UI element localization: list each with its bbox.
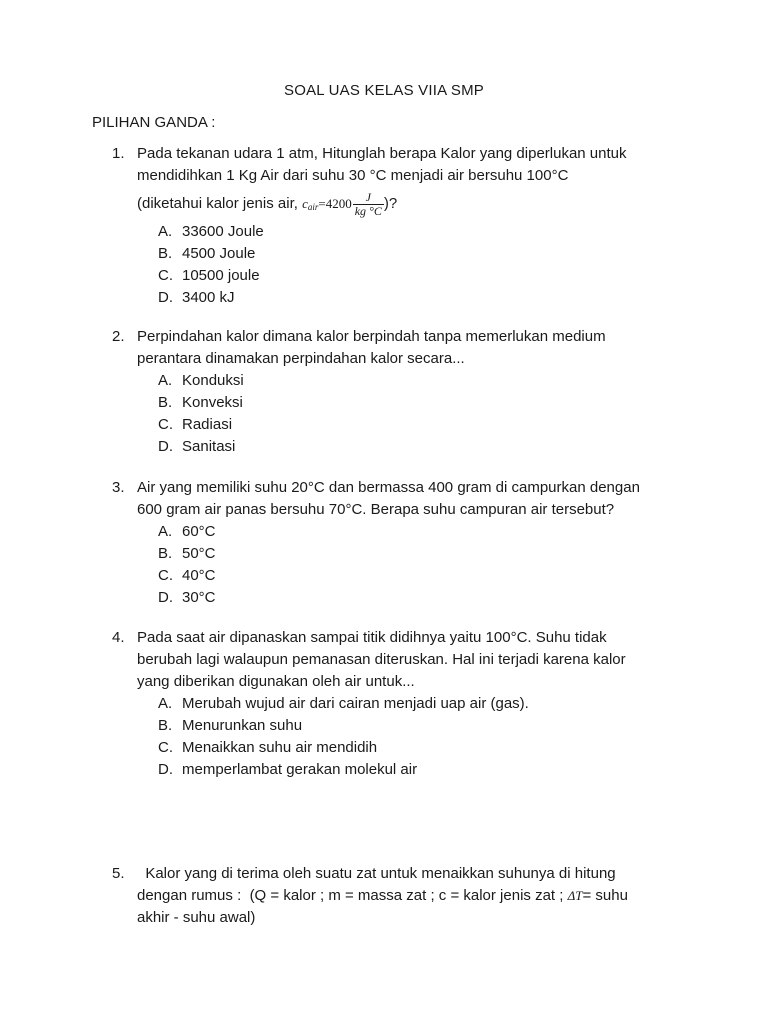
option-c[interactable]: C. 10500 joule bbox=[158, 267, 260, 284]
formula-line: dengan rumus : (Q = kalor ; m = massa zat ; c = kalor jenis zat ; ΔT= suhu bbox=[137, 887, 628, 904]
symbol-c: c bbox=[302, 196, 308, 211]
option-a[interactable]: A. 60°C bbox=[158, 523, 216, 540]
option-d[interactable]: D. Sanitasi bbox=[158, 438, 236, 455]
question-text: Pada saat air dipanaskan sampai titik didihnya yaitu 100°C. Suhu tidak berubah lagi walaupun pemanasan diteruskan. Hal ini terjadi karena kalor yang diberikan digunakan oleh air untuk... bbox=[137, 629, 626, 690]
question-4 bbox=[112, 627, 682, 781]
question-number: 5. bbox=[112, 865, 125, 882]
option-d[interactable]: D. memperlambat gerakan molekul air bbox=[158, 761, 418, 778]
option-a[interactable]: A. 33600 Joule bbox=[158, 223, 264, 240]
question-text: Kalor yang di terima oleh suatu zat untuk menaikkan suhunya di hitung dengan rumus : (Q = kalor ; m = massa zat ; c = kalor jenis zat ; ΔT= suhu akhir - suhu awal) bbox=[137, 863, 682, 929]
option-c[interactable]: C. Radiasi bbox=[158, 416, 233, 433]
option-a[interactable]: A. Merubah wujud air dari cairan menjadi uap air (gas). bbox=[158, 695, 529, 712]
answer-options bbox=[158, 221, 682, 309]
question-text: Pada tekanan udara 1 atm, Hitunglah berapa Kalor yang diperlukan untuk mendidihkan 1 Kg Air dari suhu 30 °C menjadi air bersuhu 100°C (diketahui kalor jenis air, $c_{air}=4200$ $\frac{J}{kg ^\circ C}$ )? bbox=[137, 143, 682, 221]
delta-t-symbol: ΔT bbox=[567, 888, 583, 903]
unit-fraction: $\frac{J}{kg ^\circ C}$ bbox=[354, 189, 382, 218]
answer-options bbox=[158, 693, 682, 781]
answer-options bbox=[158, 521, 682, 609]
question-number: 4. bbox=[112, 629, 125, 646]
question-text: Air yang memiliki suhu 20°C dan bermassa 400 gram di campurkan dengan 600 gram air panas bersuhu 70°C. Berapa suhu campuran air tersebut? bbox=[137, 479, 640, 518]
option-d[interactable]: D. 3400 kJ bbox=[158, 289, 235, 306]
option-b[interactable]: B. 4500 Joule bbox=[158, 245, 256, 262]
option-d[interactable]: D. 30°C bbox=[158, 589, 216, 606]
option-b[interactable]: B. Menurunkan suhu bbox=[158, 717, 303, 734]
section-heading: PILIHAN GANDA : bbox=[92, 114, 216, 131]
question-5 bbox=[112, 863, 682, 929]
question-2 bbox=[112, 326, 682, 458]
option-a[interactable]: A. Konduksi bbox=[158, 372, 244, 389]
question-text: Perpindahan kalor dimana kalor berpindah tanpa memerlukan medium perantara dinamakan perpindahan kalor secara... bbox=[137, 328, 606, 367]
option-b[interactable]: B. 50°C bbox=[158, 545, 216, 562]
option-c[interactable]: C. 40°C bbox=[158, 567, 216, 584]
question-1 bbox=[112, 143, 682, 309]
question-number: 1. bbox=[112, 145, 125, 162]
option-c[interactable]: C. Menaikkan suhu air mendidih bbox=[158, 739, 378, 756]
given-formula: (diketahui kalor jenis air, $c_{air}=4200$ $\frac{J}{kg ^\circ C}$ )? bbox=[137, 189, 398, 218]
option-b[interactable]: B. Konveksi bbox=[158, 394, 243, 411]
question-number: 3. bbox=[112, 479, 125, 496]
question-3 bbox=[112, 477, 682, 609]
question-number: 2. bbox=[112, 328, 125, 345]
answer-options bbox=[158, 370, 682, 458]
page-title: SOAL UAS KELAS VIIA SMP bbox=[284, 82, 484, 99]
